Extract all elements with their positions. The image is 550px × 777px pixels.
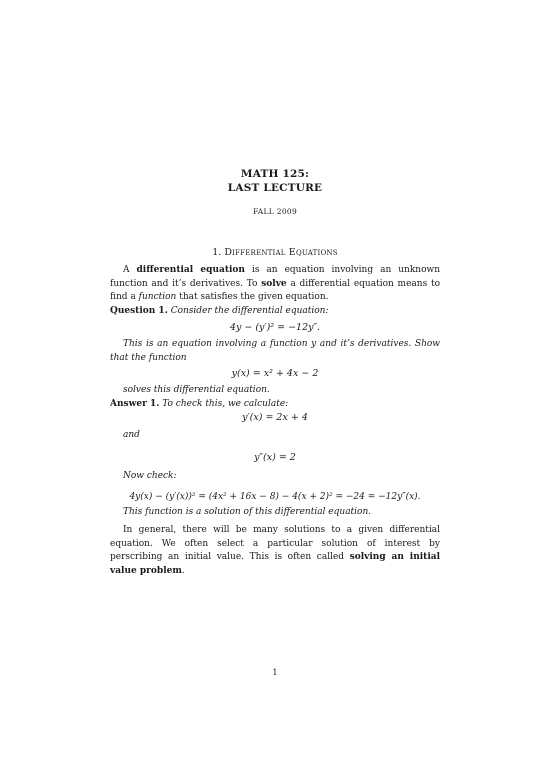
answer-and: and [123, 430, 140, 440]
first-derivative-equation: y′(x) = 2x + 4 [242, 412, 308, 423]
check-equation: 4y(x) − (y′(x))² = (4x² + 16x − 8) − 4(x + 2)² = −24 = −12y″(x). [129, 492, 421, 502]
closing-text-1: In general, there will be many solutions to a given differential equation. We often select a particular solution of interest by perscribing an initial value. This is often called [110, 525, 440, 562]
closing-text-2: . [181, 565, 185, 576]
page-number: 1 [272, 668, 278, 678]
intro-text-1: A [123, 265, 137, 275]
second-derivative-equation: y″(x) = 2 [254, 452, 296, 463]
answer-now-check: Now check: [123, 471, 177, 481]
intro-paragraph [110, 264, 440, 305]
section-number: 1. [212, 247, 222, 258]
section-heading [0, 247, 550, 258]
document-date: FALL 2009 [252, 207, 298, 216]
question-text-3: solves this differential equation. [123, 385, 270, 395]
question-intro [110, 305, 440, 319]
section-title: Differential Equations [224, 247, 338, 258]
answer-label: Answer 1. [110, 399, 160, 409]
intro-text-2: is an equation involving an unknown function and it’s derivatives. To [110, 265, 440, 289]
term-function: function [138, 292, 177, 302]
answer-conclusion: This function is a solution of this differential equation. [123, 507, 372, 517]
document-title-line2: LAST LECTURE [227, 182, 323, 194]
term-differential-equation: differential equation [136, 265, 245, 275]
question-label: Question 1. [110, 306, 168, 316]
document-title-line1: MATH 125: [240, 168, 310, 180]
closing-paragraph [110, 524, 440, 578]
term-solve: solve [261, 278, 287, 289]
answer-text: To check this, we calculate: [162, 399, 289, 409]
intro-text-4: that satisfies the given equation. [176, 292, 329, 302]
intro-text-3: a differential equation means to find a [110, 278, 440, 302]
differential-equation: 4y − (y′)² = −12y″. [229, 322, 321, 333]
function-equation: y(x) = x² + 4x − 2 [231, 368, 319, 379]
question-text: Consider the differential equation: [170, 306, 329, 316]
answer-intro [110, 398, 440, 412]
question-text-2: This is an equation involving a function y and it’s derivatives. Show that the function [110, 339, 440, 363]
term-initial-value-problem: solving an initial value problem [110, 552, 440, 576]
